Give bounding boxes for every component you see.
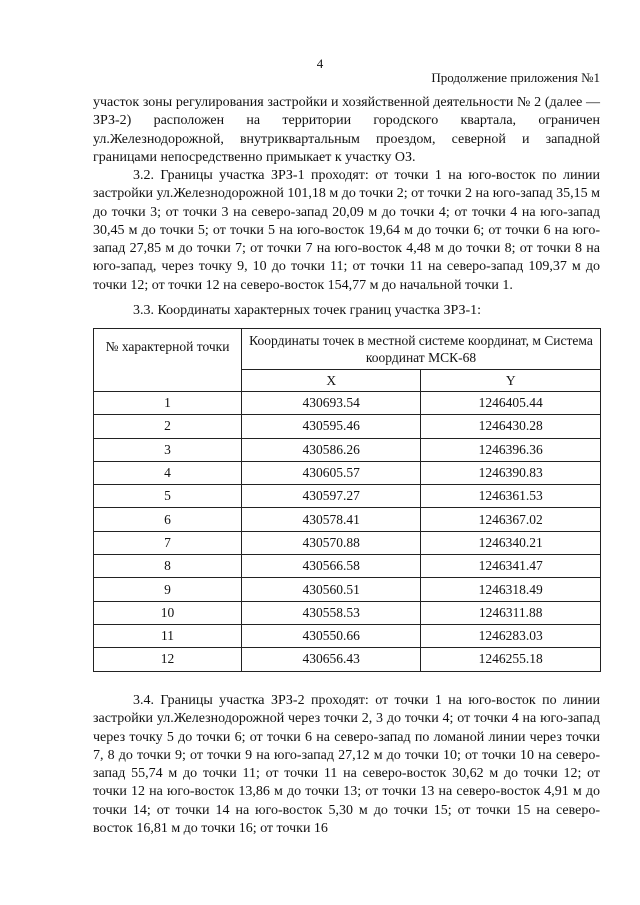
point-number: 6 xyxy=(94,508,242,531)
table-row xyxy=(94,624,601,647)
y-value: 1246318.49 xyxy=(421,578,601,601)
y-value: 1246255.18 xyxy=(421,648,601,671)
table-row xyxy=(94,555,601,578)
x-value: 430605.57 xyxy=(242,461,421,484)
table-row xyxy=(94,392,601,415)
point-number: 7 xyxy=(94,531,242,554)
point-number: 5 xyxy=(94,485,242,508)
x-value: 430595.46 xyxy=(242,415,421,438)
point-number: 3 xyxy=(94,438,242,461)
page-number: 4 xyxy=(316,56,324,71)
table-row xyxy=(94,438,601,461)
x-value: 430570.88 xyxy=(242,531,421,554)
point-number: 12 xyxy=(94,648,242,671)
table-row xyxy=(94,578,601,601)
appendix-note: Продолжение приложения №1 xyxy=(431,70,600,85)
x-value: 430586.26 xyxy=(242,438,421,461)
table-row xyxy=(94,461,601,484)
table-row xyxy=(94,415,601,438)
y-value: 1246340.21 xyxy=(421,531,601,554)
x-value: 430597.27 xyxy=(242,485,421,508)
x-value: 430558.53 xyxy=(242,601,421,624)
paragraph-3-4: 3.4. Границы участка ЗРЗ-2 проходят: от точки 1 на юго-восток по линии застройки ул.Железнодорожной через точки 2, 3 до точки 4; от точки 4 на юго-запад через точку 5 до точки 6; от точки 6 на северо-запад по ломаной линии через точки 7, 8 до точки 9; от точки 9 на юго-запад 27,12 м до точки 10; от точки 10 на северо-запад 55,74 м до точки 11; от точки 11 на северо-восток 30,62 м до точки 12; от точки 12 на юго-восток 13,86 м до точки 13; от точки 13 на северо-восток 4,91 м до точки 14; от точки 14 на юго-восток 5,30 м до точки 15; от точки 15 на северо-восток 16,81 м до точки 16; от точки 16 xyxy=(93,693,600,837)
point-number: 8 xyxy=(94,555,242,578)
point-number: 11 xyxy=(94,624,242,647)
header-y: Y xyxy=(421,370,601,392)
y-value: 1246361.53 xyxy=(421,485,601,508)
point-number: 2 xyxy=(94,415,242,438)
y-value: 1246367.02 xyxy=(421,508,601,531)
x-value: 430550.66 xyxy=(242,624,421,647)
header-point-number: № характерной точки xyxy=(94,329,242,392)
table-row xyxy=(94,601,601,624)
paragraph-3-3: 3.3. Координаты характерных точек границ участка ЗРЗ-1: xyxy=(133,303,482,318)
point-number: 10 xyxy=(94,601,242,624)
point-number: 4 xyxy=(94,461,242,484)
table-row xyxy=(94,531,601,554)
table-row xyxy=(94,485,601,508)
x-value: 430566.58 xyxy=(242,555,421,578)
y-value: 1246390.83 xyxy=(421,461,601,484)
paragraph-3-2: 3.2. Границы участка ЗРЗ-1 проходят: от точки 1 на юго-восток по линии застройки ул.Железнодорожной 101,18 м до точки 2; от точки 2 на юго-запад 35,15 м до точки 3; от точки 3 на северо-запад 20,09 м до точки 4; от точки 4 на юго-запад 30,45 м до точки 5; от точки 5 на юго-восток 19,64 м до точки 6; от точки 6 на юго-запад 27,85 м до точки 7; от точки 7 на юго-восток 4,48 м до точки 8; от точки 8 на юго-запад, через точку 9, 10 до точки 11; от точки 11 на северо-запад 109,37 м до точки 12; от точки 12 на северо-восток 154,77 м до начальной точки 1. xyxy=(93,168,600,293)
point-number: 9 xyxy=(94,578,242,601)
y-value: 1246283.03 xyxy=(421,624,601,647)
header-coordinates: Координаты точек в местной системе координат, м Система координат МСК-68 xyxy=(242,329,601,370)
y-value: 1246405.44 xyxy=(421,392,601,415)
x-value: 430578.41 xyxy=(242,508,421,531)
paragraph-intro: участок зоны регулирования застройки и хозяйственной деятельности № 2 (далее — ЗРЗ-2) расположен на территории городского квартала, ограничен ул.Железнодорожной, внутриквартальным проездом, северной и западной границами непосредственно примыкает к участку ОЗ. xyxy=(93,95,600,165)
table-row xyxy=(94,508,601,531)
y-value: 1246430.28 xyxy=(421,415,601,438)
point-number: 1 xyxy=(94,392,242,415)
y-value: 1246396.36 xyxy=(421,438,601,461)
table-row xyxy=(94,648,601,671)
y-value: 1246311.88 xyxy=(421,601,601,624)
x-value: 430693.54 xyxy=(242,392,421,415)
coordinates-table xyxy=(93,328,601,672)
x-value: 430560.51 xyxy=(242,578,421,601)
header-x: X xyxy=(242,370,421,392)
y-value: 1246341.47 xyxy=(421,555,601,578)
x-value: 430656.43 xyxy=(242,648,421,671)
